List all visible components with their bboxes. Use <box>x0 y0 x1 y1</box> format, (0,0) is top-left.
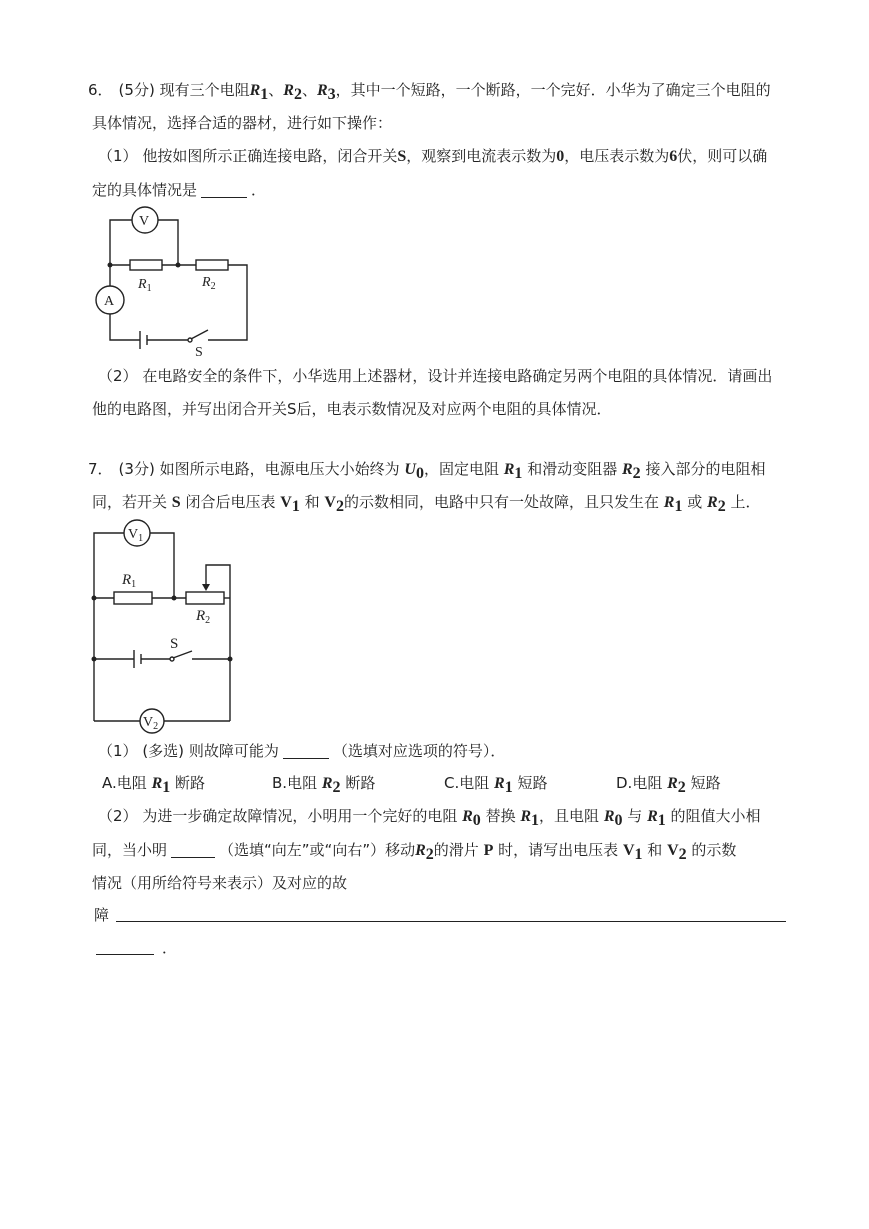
voltmeter-label: V <box>139 214 150 229</box>
slider-p <box>206 565 230 598</box>
q7-part2-text: 替换 <box>485 807 516 825</box>
symbol-u0-sub: 0 <box>415 465 424 482</box>
q7-text: 的示数相同，电路中只有一处故障，且只发生在 <box>343 493 659 511</box>
value-zero: 0 <box>556 148 565 165</box>
q7-text: 闭合后电压表 <box>185 493 276 511</box>
symbol-r2-sub: 2 <box>717 498 726 515</box>
switch-label: S <box>170 636 179 652</box>
q6-part1-text: 定的具体情况是 <box>92 181 198 199</box>
q7-text: 接入部分的电阻相 <box>645 460 766 478</box>
q7-end-period: ． <box>162 939 178 957</box>
symbol-r1: R <box>520 808 532 825</box>
rheostat-r2 <box>186 592 224 604</box>
symbol-r2: R <box>283 82 294 99</box>
symbol-v1: V <box>622 842 635 859</box>
option-text: 电阻 <box>632 774 663 792</box>
q7-text: ，固定电阻 <box>423 460 499 478</box>
answer-line-short[interactable] <box>96 954 154 955</box>
symbol-v2: V <box>324 494 336 511</box>
option-symbol-sub: 1 <box>504 779 513 796</box>
symbol-v1: V <box>280 494 292 511</box>
q7-part1-text: (多选) <box>142 742 185 760</box>
resistor-r1 <box>114 592 152 604</box>
symbol-r1-sub: 1 <box>674 498 683 515</box>
q7-part1-text: 则故障可能为 <box>188 742 279 760</box>
symbol-s: S <box>171 494 181 511</box>
option-symbol-sub: 2 <box>332 779 341 796</box>
q7-part2-line-1 <box>98 806 761 831</box>
r2-label: $R_2$ <box>196 608 211 626</box>
option-text: 短路 <box>517 774 548 792</box>
q6-part1-text: 他按如图所示正确连接电路，闭合开关 <box>142 147 398 165</box>
q7-part2-text: ，且电阻 <box>539 807 600 825</box>
answer-blank[interactable] <box>171 841 215 858</box>
symbol-r2-sub: 2 <box>425 846 434 863</box>
q7-part2-text: （选填“向左”或“向右”）移动 <box>219 841 416 859</box>
symbol-r0: R <box>462 808 473 825</box>
option-letter: B. <box>272 774 288 792</box>
symbol-r1: R <box>503 461 515 478</box>
symbol-u0: U <box>404 461 416 478</box>
q6-part1-line-2 <box>92 180 266 200</box>
q7-part2-label: （2） <box>98 807 138 825</box>
q7-line-2 <box>92 492 761 517</box>
q7-number: 7． <box>88 460 113 478</box>
symbol-v1-sub: 1 <box>291 498 300 515</box>
symbol-r0-sub: 0 <box>614 812 623 829</box>
answer-blank[interactable] <box>201 181 247 198</box>
symbol-r2-sub: 2 <box>293 86 302 103</box>
q6-part2-label: （2） <box>98 367 138 385</box>
q7-part1-line <box>98 741 505 761</box>
symbol-r0: R <box>603 808 615 825</box>
option-letter: D. <box>616 774 633 792</box>
q6-part1-text: ，电压表示数为 <box>564 147 670 165</box>
q7-part2-text: 时，请写出电压表 <box>498 841 619 859</box>
symbol-r1: R <box>647 808 658 825</box>
separator: 、 <box>301 81 317 99</box>
q6-circuit-diagram <box>90 200 260 360</box>
q7-text: 如图所示电路，电源电压大小始终为 <box>159 460 400 478</box>
resistor-r1 <box>130 260 162 270</box>
q6-line-1 <box>88 80 771 105</box>
q6-part1-line-1 <box>98 146 767 167</box>
v1-label: $V_1$ <box>128 527 144 544</box>
option-symbol: R <box>151 775 163 792</box>
q6-part2-text: 在电路安全的条件下，小华选用上述器材，设计并连接电路确定另两个电阻的具体情况．请画出 <box>142 367 773 385</box>
q7-part2-line-2 <box>92 840 736 865</box>
q7-part2-text: 与 <box>627 807 643 825</box>
q7-score: (3分) <box>118 460 155 478</box>
q7-part2-text: 的示数 <box>691 841 737 859</box>
symbol-r2: R <box>415 842 426 859</box>
option-b <box>272 773 375 798</box>
q7-text: 上． <box>730 493 761 511</box>
q7-line-1 <box>88 459 765 484</box>
symbol-v2-sub: 2 <box>678 846 687 863</box>
q7-part2-line-3: 情况（用所给符号来表示）及对应的故 <box>92 874 348 892</box>
option-symbol: R <box>321 775 333 792</box>
switch-label: S <box>195 345 203 360</box>
resistor-r2 <box>196 260 228 270</box>
option-symbol: R <box>494 775 505 792</box>
q7-text: 和 <box>304 493 320 511</box>
option-symbol: R <box>667 775 678 792</box>
q6-part1-text: ，观察到电流表示数为 <box>406 147 557 165</box>
symbol-r1: R <box>249 82 261 99</box>
separator: 、 <box>268 81 284 99</box>
symbol-r2-sub: 2 <box>632 465 641 482</box>
symbol-r2: R <box>621 461 633 478</box>
q7-part2-text: 和 <box>647 841 663 859</box>
q6-text: 现有三个电阻 <box>159 81 250 99</box>
symbol-v2: V <box>667 842 679 859</box>
option-text: 断路 <box>175 774 206 792</box>
q6-part1-label: （1） <box>98 147 138 165</box>
option-text: 电阻 <box>116 774 147 792</box>
symbol-s: S <box>397 148 407 165</box>
q7-text: 同，若开关 <box>92 493 168 511</box>
answer-line[interactable] <box>116 921 786 922</box>
option-letter: C. <box>444 774 460 792</box>
q6-text: ，其中一个短路，一个断路，一个完好．小华为了确定三个电阻的 <box>335 81 771 99</box>
q7-part2-line-4: 障 <box>94 906 110 924</box>
option-text: 断路 <box>345 774 376 792</box>
q7-part2-text: 的滑片 <box>433 841 479 859</box>
q7-text: 和滑动变阻器 <box>527 460 618 478</box>
symbol-r0-sub: 0 <box>472 812 481 829</box>
symbol-r1: R <box>663 494 675 511</box>
option-d <box>616 773 721 798</box>
period: ． <box>251 181 267 199</box>
symbol-v2-sub: 2 <box>335 498 344 515</box>
q7-text: 或 <box>687 493 703 511</box>
q6-number: 6． <box>88 81 113 99</box>
q7-part2-text: 的阻值大小相 <box>670 807 761 825</box>
q7-part1-text: （选填对应选项的符号）． <box>332 742 506 760</box>
option-text: 短路 <box>690 774 721 792</box>
q6-part2-line-1 <box>98 366 772 386</box>
symbol-r3: R <box>316 82 328 99</box>
option-letter: A. <box>102 774 117 792</box>
symbol-r2: R <box>707 494 718 511</box>
answer-blank[interactable] <box>283 742 329 759</box>
symbol-p: P <box>483 842 494 859</box>
symbol-r1-sub: 1 <box>657 812 666 829</box>
option-a <box>102 773 205 798</box>
v2-label: $V_2$ <box>143 715 159 732</box>
q6-line-2: 具体情况，选择合适的器材，进行如下操作： <box>92 114 393 132</box>
option-symbol-sub: 2 <box>677 779 686 796</box>
value-six: 6 <box>669 148 678 165</box>
q7-circuit-diagram <box>88 518 248 738</box>
q7-part1-label: （1） <box>98 742 138 760</box>
symbol-r3-sub: 3 <box>327 86 336 103</box>
symbol-r1-sub: 1 <box>260 86 269 103</box>
r1-label: $R_1$ <box>138 277 152 294</box>
q7-part2-text: 为进一步确定故障情况，小明用一个完好的电阻 <box>142 807 458 825</box>
q6-score: (5分) <box>118 81 155 99</box>
option-symbol-sub: 1 <box>162 779 171 796</box>
r1-label: $R_1$ <box>122 572 137 590</box>
option-text: 电阻 <box>459 774 490 792</box>
q6-part1-text: 伏，则可以确 <box>677 147 768 165</box>
option-c <box>444 773 548 798</box>
r2-label: $R_2$ <box>202 275 216 292</box>
symbol-v1-sub: 1 <box>634 846 643 863</box>
ammeter-label: A <box>104 294 115 309</box>
option-text: 电阻 <box>287 774 318 792</box>
symbol-r1-sub: 1 <box>531 812 540 829</box>
q7-part2-text: 同，当小明 <box>92 841 168 859</box>
symbol-r1-sub: 1 <box>514 465 523 482</box>
q6-part2-line-2: 他的电路图，并写出闭合开关S后，电表示数情况及对应两个电阻的具体情况． <box>92 400 612 418</box>
